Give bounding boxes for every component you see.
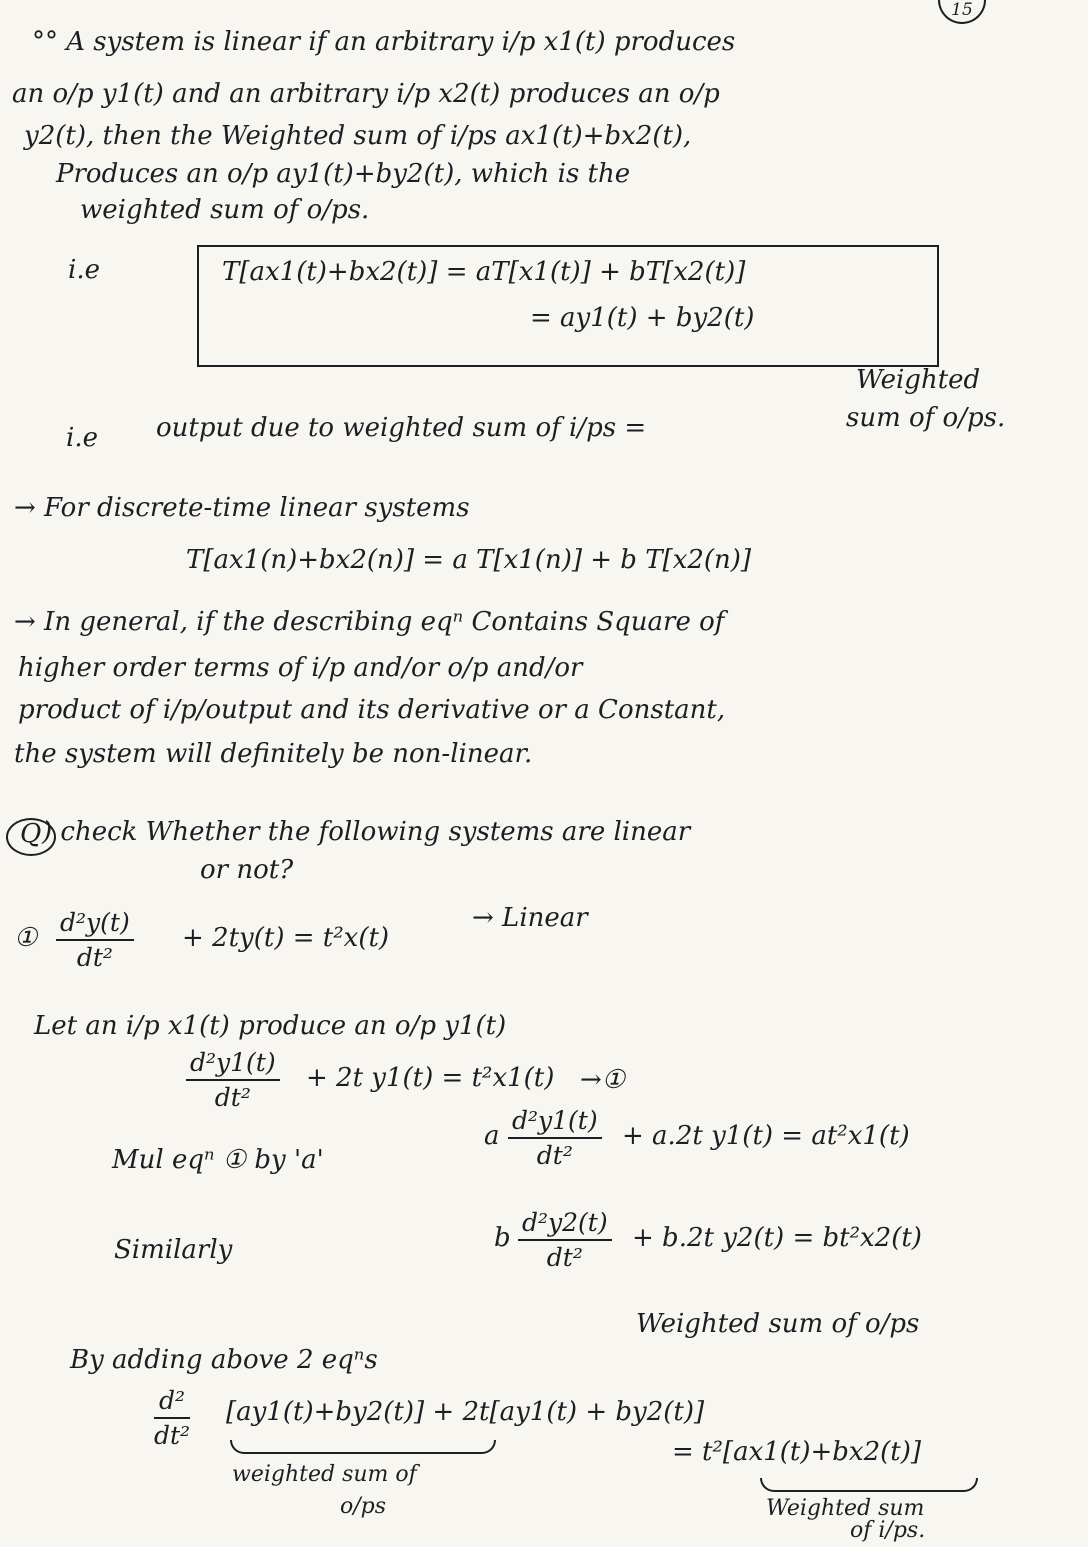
brace-left-1: weighted sum of [232,1462,417,1487]
similarly-coef: b [494,1223,511,1253]
ie-label: i.e [68,255,100,285]
intro-line-2: an o/p y1(t) and an arbitrary i/p x2(t) produces an o/p [12,79,720,109]
similarly-rest: + b.2t y2(t) = bt²x2(t) [632,1223,922,1253]
general-line-4: the system will definitely be non-linear. [14,739,533,769]
ie-statement-rhs-2: sum of o/ps. [846,403,1006,433]
discrete-equation: T[ax1(n)+bx2(n)] = a T[x1(n)] + b T[x2(n)] [186,545,752,575]
let-line: Let an i/p x1(t) produce an o/p y1(t) [34,1011,507,1041]
boxed-eq-line-2: = ay1(t) + by2(t) [530,303,755,333]
brace-right-2: of i/ps. [850,1518,926,1543]
adding-frac-den: dt² [154,1421,191,1450]
page-number: 15 [938,0,986,24]
brace-right-1: Weighted sum [766,1496,925,1521]
ie-statement-rhs-1: Weighted [856,365,981,395]
problem-result: → Linear [472,903,588,933]
boxed-eq-line-1: T[ax1(t)+bx2(t)] = aT[x1(t)] + bT[x2(t)] [222,257,746,287]
problem-fraction [56,908,134,972]
eq1-frac-den: dt² [214,1083,251,1112]
ie-statement-text: output due to weighted sum of i/ps = [156,413,647,443]
adding-annotation: Weighted sum of o/ps [636,1309,920,1339]
adding-line-2: = t²[ax1(t)+bx2(t)] [672,1437,922,1467]
similarly-label: Similarly [114,1235,233,1265]
problem-frac-den: dt² [76,943,113,972]
eq1-rest: + 2t y1(t) = t²x1(t) [306,1063,555,1093]
general-line-3: product of i/p/output and its derivative or a Constant, [18,695,726,725]
intro-line-4: Produces an o/p ay1(t)+by2(t), which is the [56,159,631,189]
brace-weighted-outputs [230,1440,496,1454]
question-line-2: or not? [200,855,294,885]
similarly-fraction [518,1208,612,1272]
mul-label: Mul eqⁿ ① by 'a' [112,1145,324,1175]
ie-statement-label: i.e [66,423,98,453]
general-line-1: → In general, if the describing eqⁿ Contains Square of [14,607,725,637]
problem-frac-num: d²y(t) [56,908,134,941]
eq1-fraction [186,1048,280,1112]
mul-frac-num: d²y1(t) [508,1106,602,1139]
problem-equation-rest: + 2ty(t) = t²x(t) [182,923,390,953]
question-label: Q [20,819,42,849]
adding-frac-num: d² [154,1386,190,1419]
eq1-frac-num: d²y1(t) [186,1048,280,1081]
general-line-2: higher order terms of i/p and/or o/p and/or [18,653,583,683]
mul-rest: + a.2t y1(t) = at²x1(t) [622,1121,910,1151]
brace-left-2: o/ps [340,1494,387,1519]
brace-weighted-inputs [760,1478,978,1492]
adding-fraction [154,1386,190,1450]
mul-frac-den: dt² [536,1141,573,1170]
intro-line-5: weighted sum of o/ps. [80,195,370,225]
adding-label: By adding above 2 eqⁿs [70,1345,378,1375]
discrete-heading: → For discrete-time linear systems [14,493,470,523]
question-line-1: ) check Whether the following systems are linear [42,817,691,847]
adding-line-1: [ay1(t)+by2(t)] + 2t[ay1(t) + by2(t)] [226,1397,705,1427]
intro-line-1: °° A system is linear if an arbitrary i/p x1(t) produces [32,27,736,57]
similarly-frac-den: dt² [546,1243,583,1272]
similarly-frac-num: d²y2(t) [518,1208,612,1241]
eq1-tag: →① [580,1065,626,1095]
mul-fraction [508,1106,602,1170]
mul-coef: a [484,1121,500,1151]
problem-number: ① [14,923,38,953]
intro-line-3: y2(t), then the Weighted sum of i/ps ax1(t)+bx2(t), [24,121,692,151]
